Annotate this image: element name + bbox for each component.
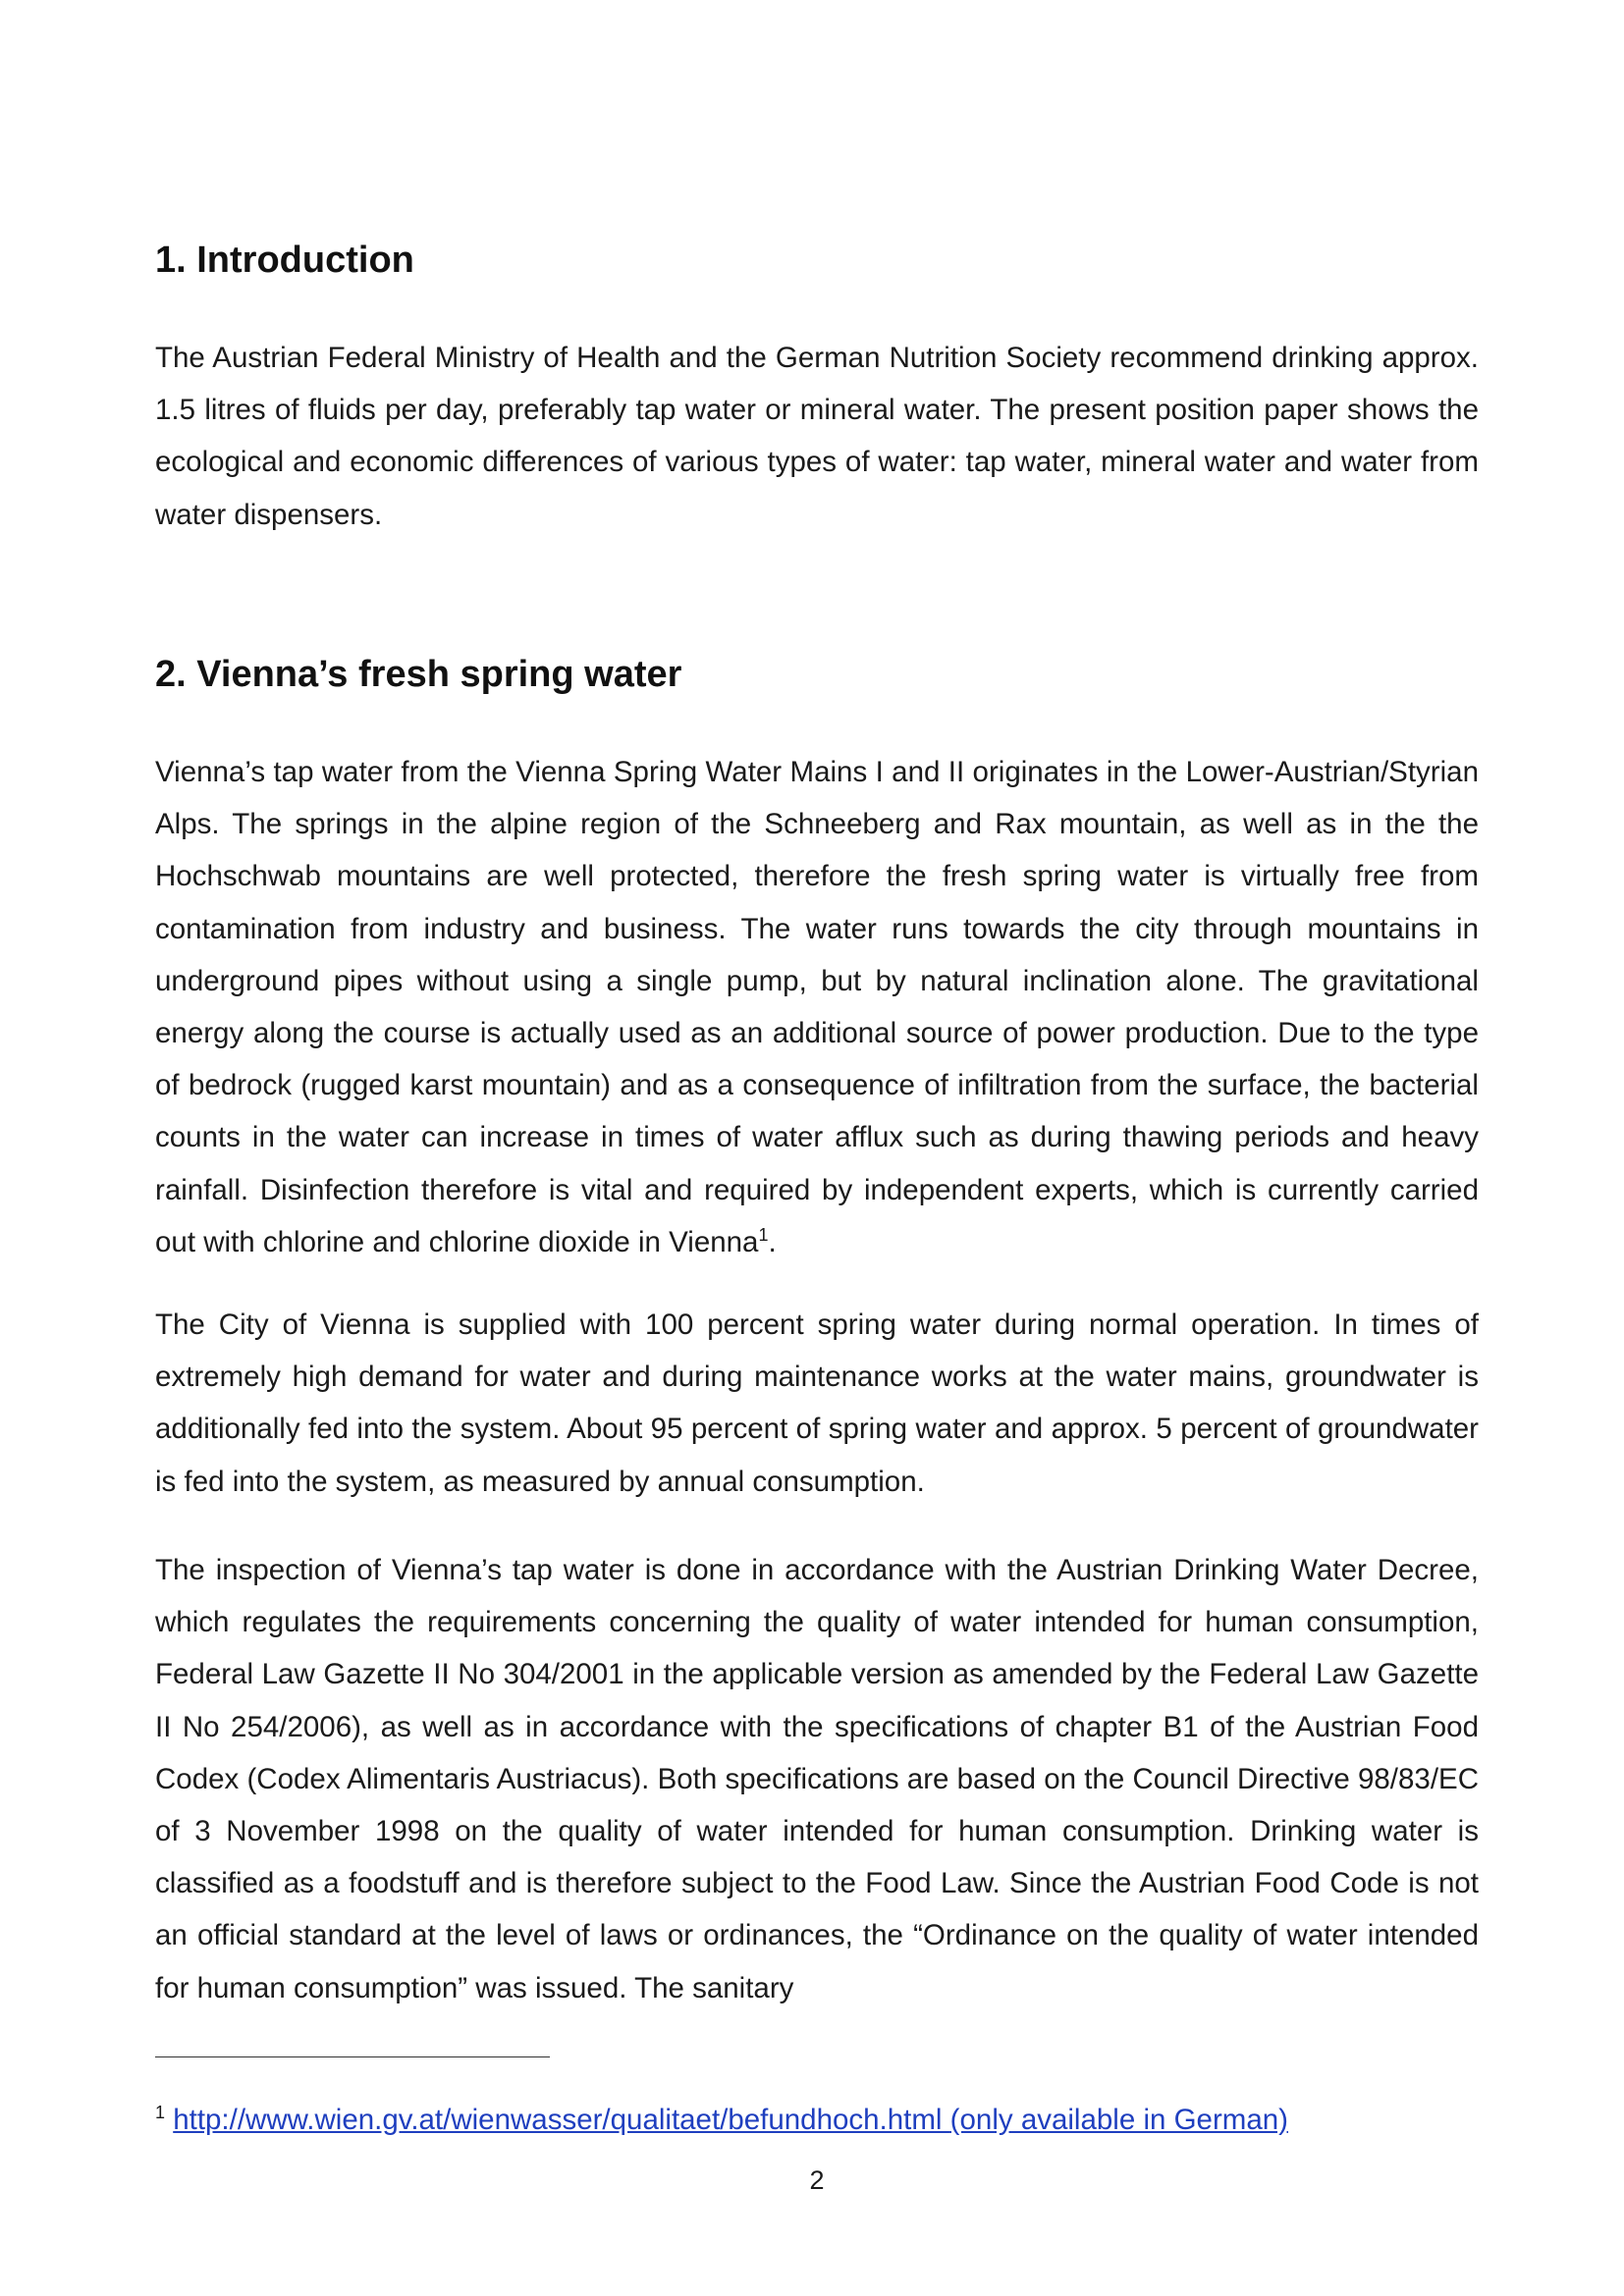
footnote-number: 1	[155, 2103, 166, 2123]
intro-paragraph: The Austrian Federal Ministry of Health and the German Nutrition Society recommend drinking approx. 1.5 litres of fluids per day, preferably tap water or mineral water. The present position paper shows the ecological and economic differences of various types of water: tap water, mineral water and water from water dispensers.	[155, 342, 1479, 531]
document-page	[155, 0, 1479, 2296]
footnote-divider	[155, 2056, 550, 2057]
section-heading-introduction: 1. Introduction	[155, 240, 414, 281]
footnote-reference[interactable]: 1	[758, 1225, 769, 1245]
sentence-end-period: .	[768, 1225, 777, 1258]
vienna-paragraph-3: The inspection of Vienna’s tap water is done in accordance with the Austrian Drinking Water Decree, which regulates the requirements concerning the quality of water intended for human consumption, Federal Law Gazette II No 304/2001 in the applicable version as amended by the Federal Law Gazette II No 254/2006), as well as in accordance with the specifications of chapter B1 of the Austrian Food Codex (Codex Alimentaris Austriacus). Both specifications are based on the Council Directive 98/83/EC of 3 November 1998 on the quality of water intended for human consumption. Drinking water is classified as a foodstuff and is therefore subject to the Food Law. Since the Austrian Food Code is not an official standard at the level of laws or ordinances, the “Ordinance on the quality of water intended for human consumption” was issued. The sanitary	[155, 1554, 1479, 2004]
footnote-link[interactable]: http://www.wien.gv.at/wienwasser/qualitaet/befundhoch.html (only available in German)	[173, 2104, 1288, 2136]
section-heading-vienna-spring-water: 2. Vienna’s fresh spring water	[155, 654, 682, 695]
footnote	[155, 2101, 1288, 2140]
vienna-paragraph-2: The City of Vienna is supplied with 100 percent spring water during normal operation. In times of extremely high demand for water and during maintenance works at the water mains, groundwater is additionally fed into the system. About 95 percent of spring water and approx. 5 percent of groundwater is fed into the system, as measured by annual consumption.	[155, 1308, 1479, 1498]
vienna-paragraph-1	[155, 746, 1479, 1268]
page-number: 2	[809, 2165, 825, 2195]
vienna-paragraph-1-text: Vienna’s tap water from the Vienna Spring Water Mains I and II originates in the Lower-Austrian/Styrian Alps. The springs in the alpine region of the Schneeberg and Rax mountain, as well as in the the Hochschwab mountains are well protected, therefore the fresh spring water is virtually free from contamination from industry and business. The water runs towards the city through mountains in underground pipes without using a single pump, but by natural inclination alone. The gravitational energy along the course is actually used as an additional source of power production. Due to the type of bedrock (rugged karst mountain) and as a consequence of infiltration from the surface, the bacterial counts in the water can increase in times of water afflux such as during thawing periods and heavy rainfall. Disinfection therefore is vital and required by independent experts, which is currently carried out with chlorine and chlorine dioxide in Vienna	[155, 756, 1479, 1258]
